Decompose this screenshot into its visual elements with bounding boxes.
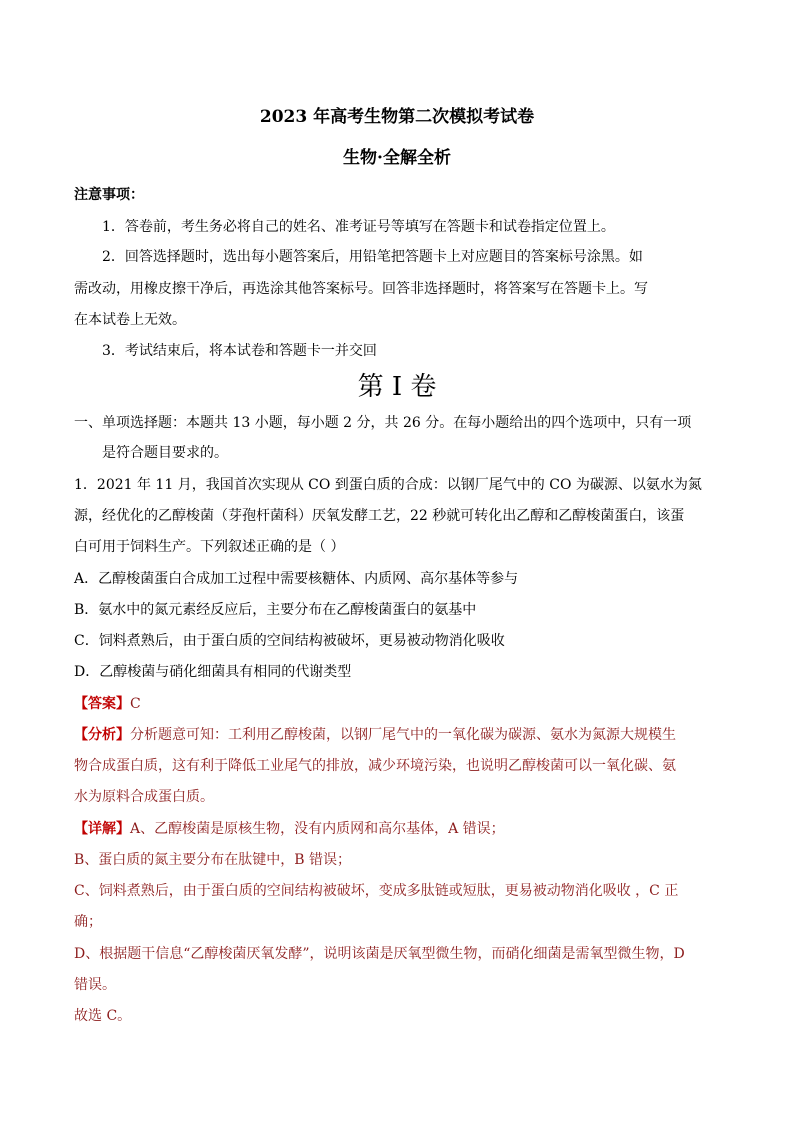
question-1-option-d: D．乙醇梭菌与硝化细菌具有相同的代谢类型 — [74, 664, 352, 680]
detail-d-line-1: D、根据题干信息“乙醇梭菌厌氧发酵”，说明该菌是厌氧型微生物，而硝化细菌是需氧型微生物，D — [74, 946, 685, 962]
question-1-option-b: B．氨水中的氮元素经反应后，主要分布在乙醇梭菌蛋白的氨基中 — [74, 602, 477, 618]
detail-c-line-2: 确； — [74, 914, 102, 930]
analysis-row — [74, 726, 676, 744]
analysis-text-line-3: 水为原料合成蛋白质。 — [74, 789, 214, 805]
question-1-stem-line-1: 1．2021 年 11 月，我国首次实现从 CO 到蛋白质的合成：以钢厂尾气中的 CO 为碳源、以氨水为氮 — [74, 477, 702, 493]
detail-a: A、乙醇梭菌是原核生物，没有内质网和高尔基体，A 错误； — [130, 821, 505, 837]
question-1-option-c: C．饲料煮熟后，由于蛋白质的空间结构被破坏，更易被动物消化吸收 — [74, 633, 505, 649]
detail-tag: 【详解】 — [74, 821, 130, 837]
exam-subtitle: 生物·全解全析 — [343, 148, 451, 168]
conclusion: 故选 C。 — [74, 1008, 132, 1024]
notice-item-2-line-1: 2．回答选择题时，选出每小题答案后，用铅笔把答题卡上对应题目的答案标号涂黑。如 — [102, 249, 643, 265]
answer-tag: 【答案】 — [74, 696, 130, 712]
answer-row — [74, 695, 141, 713]
detail-row — [74, 820, 505, 838]
question-1-stem-line-3: 白可用于饲料生产。下列叙述正确的是（ ） — [74, 539, 345, 555]
detail-b: B、蛋白质的氮主要分布在肽键中，B 错误； — [74, 852, 352, 868]
notice-item-2-line-3: 在本试卷上无效。 — [74, 312, 186, 328]
notice-item-2-line-2: 需改动，用橡皮擦干净后，再选涂其他答案标号。回答非选择题时，将答案写在答题卡上。写 — [74, 281, 648, 297]
question-1-stem-line-2: 源，经优化的乙醇梭菌（芽孢杆菌科）厌氧发酵工艺，22 秒就可转化出乙醇和乙醇梭菌蛋白，该蛋 — [74, 508, 685, 524]
notice-heading: 注意事项： — [74, 187, 144, 203]
analysis-text-line-1: 分析题意可知：工利用乙醇梭菌，以钢厂尾气中的一氧化碳为碳源、氨水为氮源大规模生 — [130, 727, 676, 743]
section-instructions-line-2: 是符合题目要求的。 — [102, 445, 228, 461]
analysis-tag: 【分析】 — [74, 727, 130, 743]
volume-heading: 第 I 卷 — [357, 372, 437, 402]
question-1-option-a: A．乙醇梭菌蛋白合成加工过程中需要核糖体、内质网、高尔基体等参与 — [74, 571, 519, 587]
detail-c-line-1: C、饲料煮熟后，由于蛋白质的空间结构被破坏，变成多肽链或短肽，更易被动物消化吸收 ，C 正 — [74, 883, 679, 899]
notice-item-1: 1．答卷前，考生务必将自己的姓名、准考证号等填写在答题卡和试卷指定位置上。 — [102, 219, 615, 235]
detail-d-line-2: 错误。 — [74, 977, 116, 993]
exam-title: 2023 年高考生物第二次模拟考试卷 — [259, 107, 535, 127]
answer-value: C — [130, 696, 141, 712]
analysis-text-line-2: 物合成蛋白质，这有利于降低工业尾气的排放，减少环境污染，也说明乙醇梭菌可以一氧化碳、氨 — [74, 758, 676, 774]
notice-item-3: 3．考试结束后，将本试卷和答题卡一并交回 — [102, 343, 377, 359]
section-instructions-line-1: 一、单项选择题：本题共 13 小题，每小题 2 分，共 26 分。在每小题给出的四个选项中，只有一项 — [74, 415, 692, 431]
